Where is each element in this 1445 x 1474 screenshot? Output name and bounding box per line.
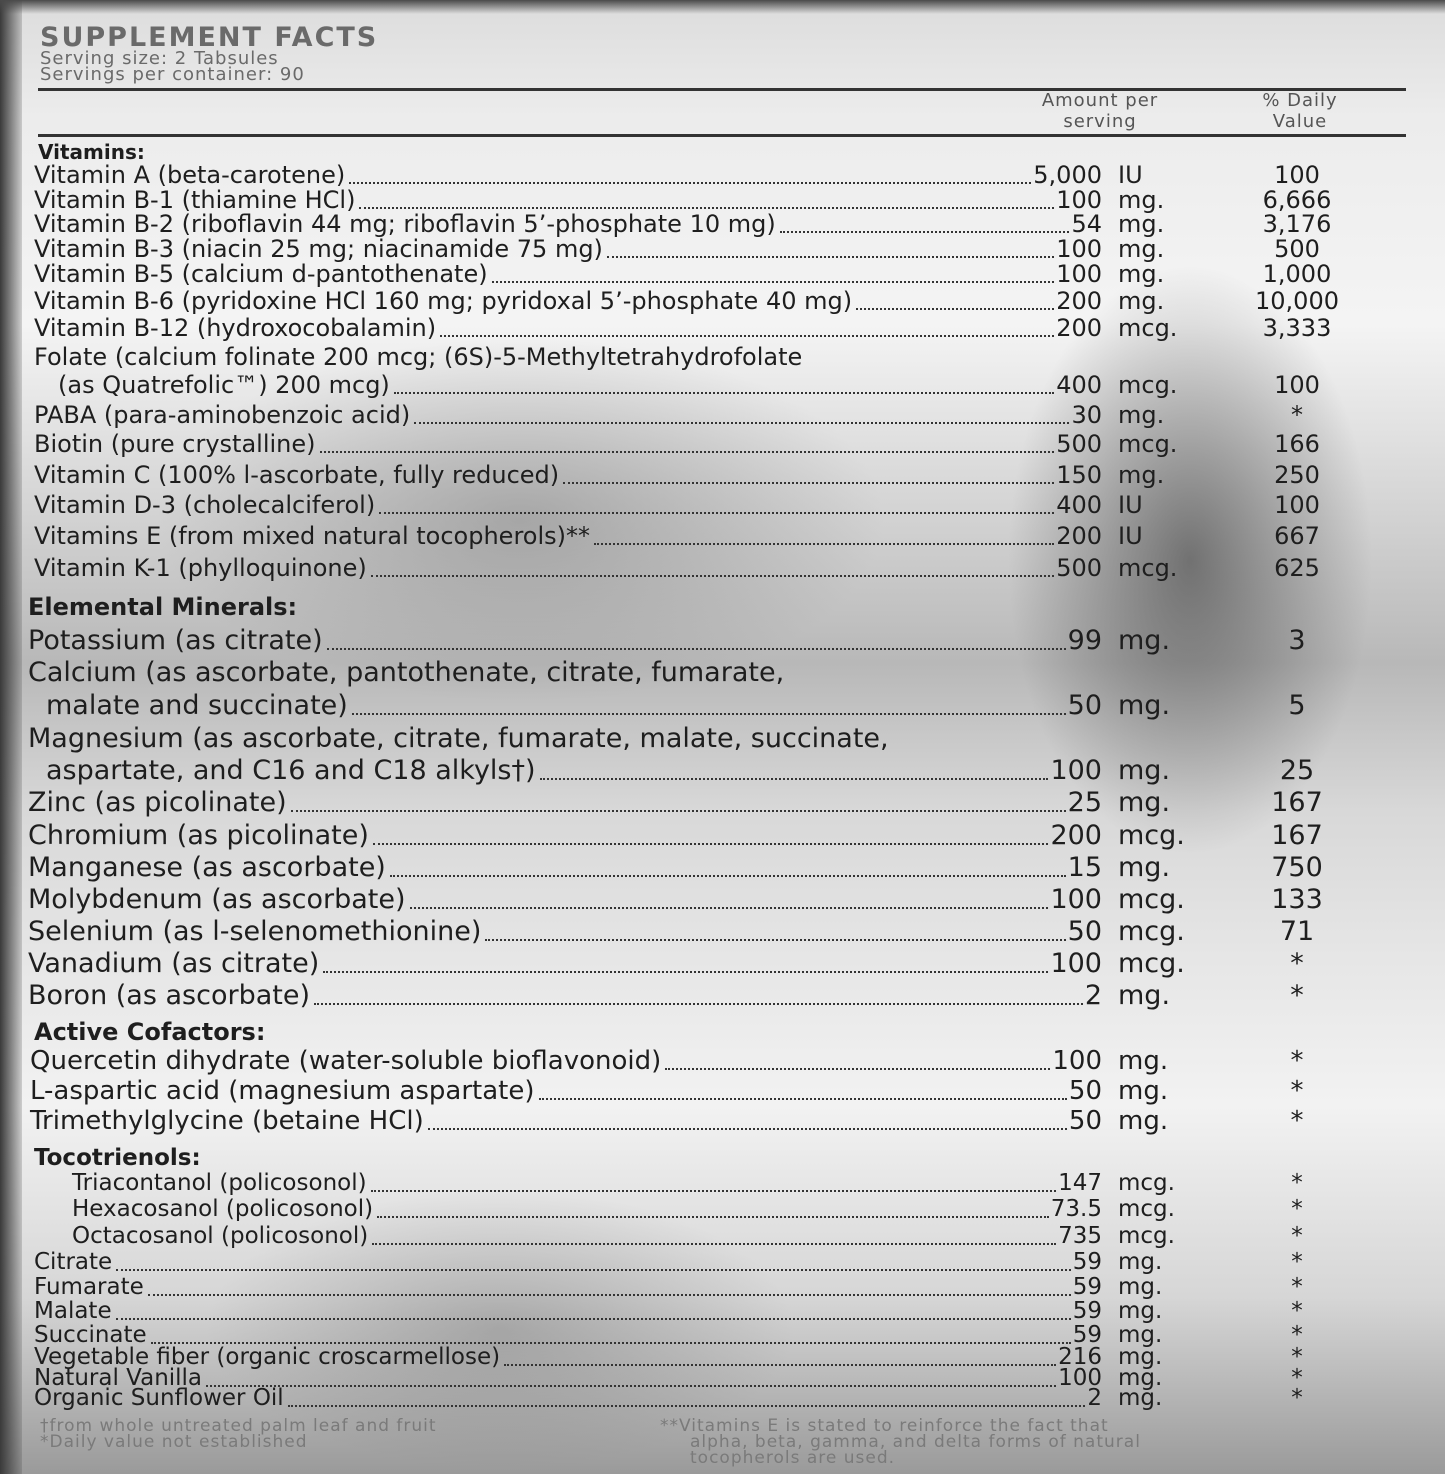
footnote-left	[40, 1418, 437, 1450]
daily-value: *	[1291, 1365, 1303, 1391]
nutrient-row-malate	[0, 1300, 1445, 1327]
amount-per-serving: 500	[1056, 554, 1102, 582]
nutrient-name: Malate	[34, 1298, 112, 1324]
tocotrienols-heading: Tocotrienols:	[34, 1145, 201, 1171]
daily-value: *	[1291, 1223, 1303, 1249]
nutrient-name: Potassium (as citrate)	[28, 625, 323, 656]
amount-unit: mg.	[1118, 787, 1171, 818]
daily-value: 100	[1274, 371, 1320, 399]
footnote-right-line2: alpha, beta, gamma, and delta forms of natural	[690, 1432, 1141, 1452]
daily-value: *	[1291, 1385, 1303, 1411]
amount-per-serving: 25	[1067, 787, 1102, 818]
amount-per-serving: 100	[1056, 235, 1102, 263]
daily-value: 5	[1288, 690, 1306, 721]
column-header-amount-line2: serving	[1063, 111, 1137, 132]
amount-unit: mg.	[1118, 980, 1171, 1011]
daily-value: 3,176	[1262, 210, 1332, 238]
amount-per-serving: 200	[1056, 287, 1102, 315]
label-top-shadow	[0, 0, 1445, 14]
column-rule	[38, 134, 1406, 137]
dot-leader	[372, 1239, 1056, 1245]
amount-unit: mcg.	[1118, 1196, 1175, 1222]
amount-per-serving: 100	[1056, 186, 1102, 214]
daily-value: *	[1290, 1046, 1304, 1076]
amount-per-serving: 50	[1068, 1106, 1102, 1136]
nutrient-row-biotin-pure-crystalline	[0, 432, 1445, 460]
nutrient-row-hexacosanol-policosonol	[0, 1198, 1445, 1225]
nutrient-name: Hexacosanol (policosonol)	[72, 1196, 374, 1222]
amount-unit: mcg.	[1118, 916, 1185, 947]
column-header-dv-line1: % Daily	[1262, 90, 1338, 111]
dot-leader	[320, 447, 1055, 453]
nutrient-name: Octacosanol (policosonol)	[72, 1223, 369, 1249]
amount-unit: mcg.	[1118, 371, 1178, 399]
dot-leader	[148, 1290, 1071, 1296]
amount-per-serving: 73.5	[1050, 1196, 1102, 1222]
daily-value: *	[1290, 1076, 1304, 1106]
footnote-left-line1: †from whole untreated palm leaf and fruit	[40, 1416, 437, 1436]
nutrient-name: PABA (para-aminobenzoic acid)	[34, 401, 411, 429]
daily-value: 3,333	[1262, 314, 1332, 342]
amount-per-serving: 200	[1050, 820, 1102, 851]
daily-value: 25	[1279, 755, 1315, 786]
amount-unit: mcg.	[1118, 884, 1185, 915]
nutrient-row-boron-as-ascorbate	[0, 982, 1445, 1013]
dot-leader	[371, 571, 1054, 577]
nutrient-row-triacontanol-policosonol	[0, 1172, 1445, 1199]
nutrient-name: Boron (as ascorbate)	[28, 980, 310, 1011]
daily-value: 1,000	[1262, 260, 1332, 288]
nutrient-name-line2: aspartate, and C16 and C18 alkyls†)	[46, 755, 536, 786]
amount-unit: mcg.	[1118, 1170, 1175, 1196]
daily-value: 6,666	[1262, 186, 1332, 214]
nutrient-row-vitamin-k-1-phylloquinone	[0, 556, 1445, 584]
dot-leader	[327, 644, 1066, 650]
nutrient-name: Triacontanol (policosonol)	[72, 1170, 367, 1196]
nutrient-name: Organic Sunflower Oil	[34, 1385, 284, 1411]
column-header-amount-line1: Amount per	[1041, 90, 1159, 111]
nutrient-name: Vitamin B-1 (thiamine HCl)	[34, 186, 356, 214]
daily-value: *	[1290, 1106, 1304, 1136]
nutrient-row-chromium-as-picolinate	[0, 822, 1445, 853]
amount-per-serving: 100	[1050, 884, 1102, 915]
nutrient-name: Biotin (pure crystalline)	[34, 430, 316, 458]
column-header-dv-line2: Value	[1272, 111, 1328, 132]
nutrient-row-quercetin-dihydrate-water-soluble-biofla	[0, 1048, 1445, 1078]
daily-value: 100	[1274, 161, 1320, 189]
daily-value: 250	[1274, 461, 1320, 489]
amount-per-serving: 15	[1067, 852, 1102, 883]
footnote-right-line1: **Vitamins E is stated to reinforce the fact that	[660, 1416, 1109, 1436]
daily-value: *	[1291, 1249, 1303, 1275]
daily-value: *	[1290, 948, 1304, 979]
nutrient-name: Chromium (as picolinate)	[28, 820, 369, 851]
nutrient-name: Vitamin B-5 (calcium d-pantothenate)	[34, 260, 488, 288]
amount-unit: mg.	[1118, 1298, 1163, 1324]
nutrient-row-selenium-as-l-selenomethionine	[0, 918, 1445, 949]
daily-value: *	[1291, 1170, 1303, 1196]
dot-leader	[371, 1186, 1057, 1192]
panel-title: SUPPLEMENT FACTS	[40, 22, 379, 53]
nutrient-row-fumarate	[0, 1276, 1445, 1303]
column-header-amount	[1000, 90, 1200, 132]
nutrient-row-vitamin-d-3-cholecalciferol	[0, 493, 1445, 521]
nutrient-row-calcium-as-ascorbate-pantothenate-citrat	[0, 692, 1445, 723]
amount-unit: mg.	[1118, 1046, 1169, 1076]
daily-value: 167	[1271, 820, 1323, 851]
nutrient-name-line1: Magnesium (as ascorbate, citrate, fumarate, malate, succinate,	[28, 723, 889, 754]
daily-value: *	[1291, 1196, 1303, 1222]
nutrient-name-line2: malate and succinate)	[46, 690, 348, 721]
nutrient-row-molybdenum-as-ascorbate	[0, 886, 1445, 917]
amount-per-serving: 150	[1056, 461, 1102, 489]
amount-unit: mg.	[1118, 401, 1165, 429]
amount-unit: IU	[1118, 522, 1143, 550]
amount-unit: mg.	[1118, 1106, 1169, 1136]
dot-leader	[352, 709, 1066, 715]
amount-unit: mg.	[1118, 1076, 1169, 1106]
nutrient-row-paba-para-aminobenzoic-acid	[0, 403, 1445, 431]
nutrient-name: Vitamin A (beta-carotene)	[34, 161, 346, 189]
nutrient-name: Succinate	[34, 1322, 147, 1348]
amount-per-serving: 100	[1052, 1046, 1102, 1076]
dot-leader	[116, 1265, 1071, 1271]
daily-value: *	[1291, 1274, 1303, 1300]
amount-unit: mg.	[1118, 186, 1165, 214]
amount-per-serving: 59	[1072, 1298, 1102, 1324]
daily-value: *	[1291, 1344, 1303, 1370]
daily-value: *	[1291, 1298, 1303, 1324]
amount-per-serving: 59	[1072, 1274, 1102, 1300]
amount-unit: IU	[1118, 491, 1143, 519]
servings-per-container: Servings per container: 90	[40, 64, 305, 85]
daily-value: 3	[1288, 625, 1306, 656]
amount-per-serving: 100	[1050, 948, 1102, 979]
amount-unit: mcg.	[1118, 430, 1178, 458]
amount-unit: mg.	[1118, 1322, 1163, 1348]
footnote-left-line2: *Daily value not established	[40, 1432, 308, 1452]
amount-unit: mcg.	[1118, 314, 1178, 342]
nutrient-name: Vitamin B-3 (niacin 25 mg; niacinamide 75 mg)	[34, 235, 603, 263]
nutrient-name-line1: Folate (calcium folinate 200 mcg; (6S)-5-Methyltetrahydrofolate	[34, 343, 803, 371]
daily-value: *	[1291, 1322, 1303, 1348]
nutrient-name: Vitamin B-6 (pyridoxine HCl 160 mg; pyridoxal 5’-phosphate 40 mg)	[34, 287, 853, 315]
amount-per-serving: 2	[1084, 980, 1102, 1011]
dot-leader	[323, 967, 1048, 973]
dot-leader	[116, 1314, 1071, 1320]
daily-value: 71	[1279, 916, 1315, 947]
amount-per-serving: 5,000	[1033, 161, 1102, 189]
amount-unit: mg.	[1118, 260, 1165, 288]
nutrient-row-organic-sunflower-oil	[0, 1387, 1445, 1414]
nutrient-row-citrate	[0, 1251, 1445, 1278]
daily-value: 166	[1274, 430, 1320, 458]
daily-value: 133	[1271, 884, 1323, 915]
daily-value: *	[1291, 401, 1303, 429]
nutrient-row-vitamin-b-5-calcium-d-pantothenate	[0, 262, 1445, 290]
amount-unit: mg.	[1118, 755, 1171, 786]
nutrient-row-magnesium-as-ascorbate-citrate-fumarate-	[0, 757, 1445, 788]
amount-per-serving: 59	[1072, 1249, 1102, 1275]
dot-leader	[377, 1212, 1049, 1218]
nutrient-row-vitamin-b-6-pyridoxine-hcl-160-mg-pyrido	[0, 289, 1445, 317]
amount-per-serving: 500	[1056, 430, 1102, 458]
nutrient-name: Quercetin dihydrate (water-soluble bioflavonoid)	[30, 1046, 662, 1076]
nutrient-row-potassium-as-citrate	[0, 627, 1445, 658]
nutrient-row-l-aspartic-acid-magnesium-aspartate	[0, 1078, 1445, 1108]
nutrient-name: L-aspartic acid (magnesium aspartate)	[30, 1076, 535, 1106]
amount-unit: mg.	[1118, 1365, 1163, 1391]
nutrient-name-line1: Calcium (as ascorbate, pantothenate, citrate, fumarate,	[28, 657, 785, 688]
nutrient-name: Citrate	[34, 1249, 113, 1275]
daily-value: 10,000	[1255, 287, 1339, 315]
minerals-heading: Elemental Minerals:	[28, 593, 298, 621]
amount-per-serving: 100	[1056, 260, 1102, 288]
amount-unit: mg.	[1118, 235, 1165, 263]
amount-per-serving: 50	[1068, 1076, 1102, 1106]
daily-value: 667	[1274, 522, 1320, 550]
amount-unit: mg.	[1118, 1274, 1163, 1300]
nutrient-name: Vitamin D-3 (cholecalciferol)	[34, 491, 376, 519]
amount-per-serving: 30	[1071, 401, 1102, 429]
dot-leader	[410, 903, 1049, 909]
dot-leader	[349, 178, 1031, 184]
amount-unit: mg.	[1118, 1344, 1163, 1370]
nutrient-name: Selenium (as l-selenomethionine)	[28, 916, 482, 947]
nutrient-name: Fumarate	[34, 1274, 144, 1300]
amount-per-serving: 147	[1058, 1170, 1102, 1196]
nutrient-name: Vitamin C (100% l-ascorbate, fully reduced)	[34, 461, 560, 489]
amount-per-serving: 400	[1056, 371, 1102, 399]
amount-per-serving: 216	[1058, 1344, 1102, 1370]
amount-unit: mg.	[1118, 1249, 1163, 1275]
nutrient-name-line2: (as Quatrefolic™) 200 mcg)	[58, 371, 390, 399]
amount-unit: IU	[1118, 161, 1143, 189]
footnote-right-line3: tocopherols are used.	[690, 1448, 896, 1468]
dot-leader	[291, 806, 1066, 812]
amount-unit: mg.	[1118, 287, 1165, 315]
amount-per-serving: 59	[1072, 1322, 1102, 1348]
amount-per-serving: 735	[1058, 1223, 1102, 1249]
amount-per-serving: 99	[1067, 625, 1102, 656]
dot-leader	[379, 508, 1054, 514]
amount-unit: mcg.	[1118, 554, 1178, 582]
daily-value: 100	[1274, 491, 1320, 519]
nutrient-row-folate-calcium-folinate-200-mcg-6s-5-met	[0, 373, 1445, 401]
dot-leader	[373, 839, 1049, 845]
nutrient-row-zinc-as-picolinate	[0, 789, 1445, 820]
nutrient-name: Manganese (as ascorbate)	[28, 852, 386, 883]
amount-unit: mg.	[1118, 461, 1165, 489]
daily-value: 625	[1274, 554, 1320, 582]
nutrient-row-vitamin-b-12-hydroxocobalamin	[0, 316, 1445, 344]
header-rule	[38, 88, 1406, 91]
serving-size: Serving size: 2 Tabsules	[40, 48, 279, 69]
nutrient-name: Trimethylglycine (betaine HCl)	[30, 1106, 424, 1136]
amount-unit: mg.	[1118, 1385, 1163, 1411]
vitamins-heading: Vitamins:	[38, 140, 145, 164]
amount-per-serving: 200	[1056, 314, 1102, 342]
amount-per-serving: 54	[1071, 210, 1102, 238]
dot-leader	[394, 388, 1054, 394]
cofactors-heading: Active Cofactors:	[34, 1018, 266, 1046]
nutrient-name: Vitamin B-12 (hydroxocobalamin)	[34, 314, 437, 342]
nutrient-row-manganese-as-ascorbate	[0, 854, 1445, 885]
nutrient-row-vitamins-e-from-mixed-natural-tocopherol	[0, 524, 1445, 552]
nutrient-name: Vitamins E (from mixed natural tocopherols)**	[34, 522, 590, 550]
nutrient-name: Zinc (as picolinate)	[28, 787, 287, 818]
amount-unit: mcg.	[1118, 1223, 1175, 1249]
amount-per-serving: 100	[1050, 755, 1102, 786]
nutrient-row-vanadium-as-citrate	[0, 950, 1445, 981]
amount-per-serving: 50	[1067, 690, 1102, 721]
daily-value: 167	[1271, 787, 1323, 818]
nutrient-name: Vitamin K-1 (phylloquinone)	[34, 554, 367, 582]
amount-unit: mg.	[1118, 690, 1171, 721]
nutrient-row-trimethylglycine-betaine-hcl	[0, 1108, 1445, 1138]
daily-value: 500	[1274, 235, 1320, 263]
amount-per-serving: 2	[1087, 1385, 1102, 1411]
amount-per-serving: 200	[1056, 522, 1102, 550]
nutrient-name: Vitamin B-2 (riboflavin 44 mg; riboflavin 5’-phosphate 10 mg)	[34, 210, 776, 238]
column-header-dv	[1220, 90, 1380, 132]
amount-per-serving: 100	[1058, 1365, 1102, 1391]
daily-value: 750	[1271, 852, 1323, 883]
amount-unit: mcg.	[1118, 820, 1185, 851]
dot-leader	[359, 203, 1054, 209]
nutrient-name: Vegetable fiber (organic croscarmellose)	[34, 1344, 501, 1370]
daily-value: *	[1290, 980, 1304, 1011]
footnote-right	[660, 1418, 1141, 1466]
nutrient-row-octacosanol-policosonol	[0, 1225, 1445, 1252]
amount-per-serving: 50	[1067, 916, 1102, 947]
nutrient-name: Natural Vanilla	[34, 1365, 203, 1391]
nutrient-row-vitamin-c-100-l-ascorbate-fully-reduced	[0, 463, 1445, 491]
amount-per-serving: 400	[1056, 491, 1102, 519]
amount-unit: mg.	[1118, 852, 1171, 883]
amount-unit: mcg.	[1118, 948, 1185, 979]
amount-unit: mg.	[1118, 625, 1171, 656]
nutrient-name: Vanadium (as citrate)	[28, 948, 320, 979]
nutrient-name: Molybdenum (as ascorbate)	[28, 884, 406, 915]
amount-unit: mg.	[1118, 210, 1165, 238]
